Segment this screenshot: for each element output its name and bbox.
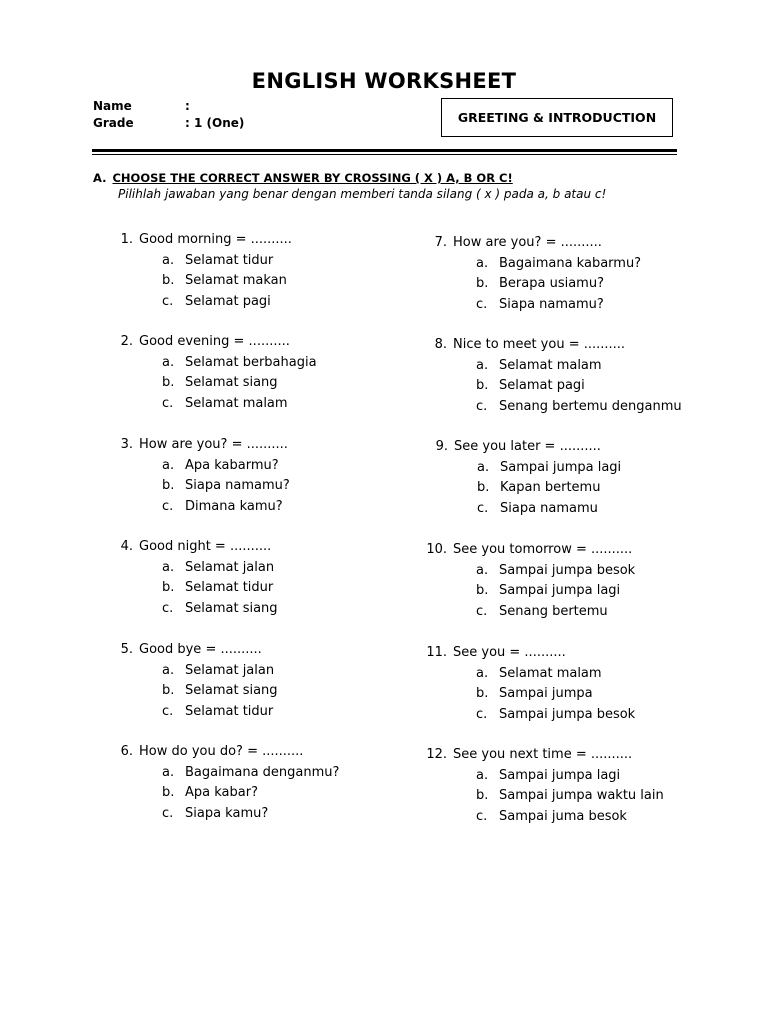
option-text: Berapa usiamu? [499,276,604,291]
question-text: See you tomorrow = .......... [453,542,633,557]
question-number: 8. [434,337,447,352]
option-text: Sampai jumpa besok [499,562,636,578]
option-letter: b. [476,583,489,598]
option-letter: c. [476,706,488,722]
question-number: 12. [426,747,447,762]
option-text: Senang bertemu denganmu [499,398,682,414]
option-letter: a. [162,252,175,268]
answer-option [162,578,274,599]
question-item [434,233,642,315]
answer-option [476,766,632,787]
option-text: Siapa namamu? [185,478,290,493]
question-text: Nice to meet you = .......... [453,337,626,352]
option-letter: c. [162,293,174,309]
question-item [120,742,340,824]
option-letter: b. [162,273,175,288]
question-number: 4. [120,539,133,554]
option-text: Apa kabar? [185,785,258,800]
option-text: Siapa kamu? [185,805,269,821]
option-letter: b. [476,788,489,803]
grade-value: : 1 (One) [185,116,245,130]
answer-option [476,602,632,623]
answer-option [476,581,632,602]
option-letter: c. [476,808,488,824]
answer-option [476,664,602,685]
option-text: Selamat pagi [499,378,585,393]
answer-option [162,681,278,702]
question-number: 5. [120,642,133,657]
option-letter: a. [162,559,175,575]
answer-option [162,763,340,784]
name-label: Name [93,99,132,113]
option-letter: b. [162,683,175,698]
option-text: Bagaimana kabarmu? [499,255,642,271]
option-letter: a. [162,662,175,678]
option-letter: c. [476,296,488,312]
option-text: Selamat siang [185,683,278,698]
question-item [426,540,636,622]
option-text: Selamat jalan [185,559,275,575]
option-letter: a. [477,459,490,475]
option-text: Selamat siang [185,600,278,616]
option-text: Selamat siang [185,375,278,390]
question-text: Good morning = .......... [139,232,292,247]
question-text: Good evening = .......... [139,334,290,349]
option-letter: a. [162,354,175,370]
header-divider-thin [92,154,677,155]
question-text: See you = .......... [453,645,566,660]
option-letter: c. [476,398,488,414]
option-letter: b. [162,785,175,800]
question-text: Good bye = .......... [139,642,262,657]
question-text: How do you do? = .......... [139,744,304,759]
question-item [434,335,682,417]
option-letter: c. [477,500,489,516]
option-letter: a. [476,767,489,783]
answer-option [162,599,278,620]
answer-option [162,476,288,497]
question-item [120,640,278,722]
question-item [426,745,664,827]
question-item [426,643,636,725]
option-letter: c. [162,703,174,719]
question-item [120,332,317,414]
question-number: 3. [120,437,133,452]
answer-option [162,558,275,579]
answer-option [162,702,274,723]
option-text: Sampai jumpa lagi [500,459,622,475]
question-text: See you later = .......... [454,439,601,454]
option-text: Siapa namamu [500,500,598,516]
answer-option [162,661,275,682]
option-text: Sampai jumpa waktu lain [499,788,664,803]
option-letter: a. [476,665,489,681]
question-number: 1. [120,232,133,247]
option-text: Selamat malam [499,665,602,681]
option-text: Sampai jumpa lagi [499,583,621,598]
question-text: Good night = .......... [139,539,272,554]
answer-option [476,786,664,807]
option-text: Selamat berbahagia [185,354,317,370]
question-number: 10. [426,542,447,557]
option-text: Sampai jumpa [499,686,593,701]
option-letter: b. [162,478,175,493]
header-divider-thick [92,149,677,152]
answer-option [476,295,602,316]
question-item [120,435,290,517]
question-item [435,437,622,519]
option-text: Siapa namamu? [499,296,604,312]
answer-option [162,783,303,804]
option-text: Apa kabarmu? [185,457,279,473]
option-letter: c. [162,498,174,514]
topic-box: GREETING & INTRODUCTION [441,98,673,137]
question-number: 11. [426,645,447,660]
question-item [120,230,292,312]
option-text: Selamat tidur [185,252,274,268]
option-text: Selamat tidur [185,580,274,595]
question-text: See you next time = .......... [453,747,633,762]
option-letter: c. [162,395,174,411]
answer-option [476,376,625,397]
answer-option [162,271,292,292]
question-text: How are you? = .......... [139,437,288,452]
option-text: Senang bertemu [499,603,608,619]
option-text: Sampai juma besok [499,808,627,824]
answer-option [476,356,625,377]
option-text: Selamat pagi [185,293,271,309]
option-letter: a. [476,357,489,373]
question-number: 9. [435,439,448,454]
option-letter: a. [476,562,489,578]
option-letter: a. [476,255,489,271]
option-letter: c. [162,805,174,821]
question-number: 2. [120,334,133,349]
option-text: Selamat tidur [185,703,274,719]
answer-option [476,561,636,582]
option-text: Sampai jumpa lagi [499,767,621,783]
section-letter: A. [93,171,107,185]
option-text: Selamat makan [185,273,287,288]
option-letter: b. [476,686,489,701]
option-letter: b. [476,276,489,291]
name-value: : [185,99,190,113]
section-subtitle: Pilihlah jawaban yang benar dengan memberi tanda silang ( x ) pada a, b atau c! [118,187,607,201]
question-number: 7. [434,235,447,250]
answer-option [162,373,290,394]
question-item [120,537,278,619]
option-letter: b. [476,378,489,393]
answer-option [476,807,632,828]
option-text: Bagaimana denganmu? [185,764,340,780]
worksheet-title: ENGLISH WORKSHEET [251,69,517,93]
answer-option [477,499,601,520]
option-letter: b. [162,580,175,595]
answer-option [162,804,303,825]
option-letter: a. [162,764,175,780]
option-text: Selamat malam [185,395,288,411]
answer-option [476,705,636,726]
answer-option [162,292,292,313]
option-letter: c. [476,603,488,619]
answer-option [162,497,288,518]
option-letter: c. [162,600,174,616]
grade-label: Grade [93,116,134,130]
answer-option [162,353,317,374]
question-text: How are you? = .......... [453,235,602,250]
option-text: Kapan bertemu [500,480,601,495]
answer-option [476,684,593,705]
answer-option [476,274,602,295]
answer-option [476,254,642,275]
answer-option [476,397,682,418]
option-letter: a. [162,457,175,473]
answer-option [477,458,622,479]
option-text: Selamat malam [499,357,602,373]
answer-option [162,251,292,272]
option-text: Dimana kamu? [185,498,283,514]
option-text: Sampai jumpa besok [499,706,636,722]
answer-option [162,456,288,477]
option-text: Selamat jalan [185,662,275,678]
question-number: 6. [120,744,133,759]
section-instruction: CHOOSE THE CORRECT ANSWER BY CROSSING ( X ) A, B OR C! [112,171,513,185]
answer-option [162,394,290,415]
option-letter: b. [477,480,490,495]
section-heading [93,171,513,185]
answer-option [477,478,601,499]
option-letter: b. [162,375,175,390]
